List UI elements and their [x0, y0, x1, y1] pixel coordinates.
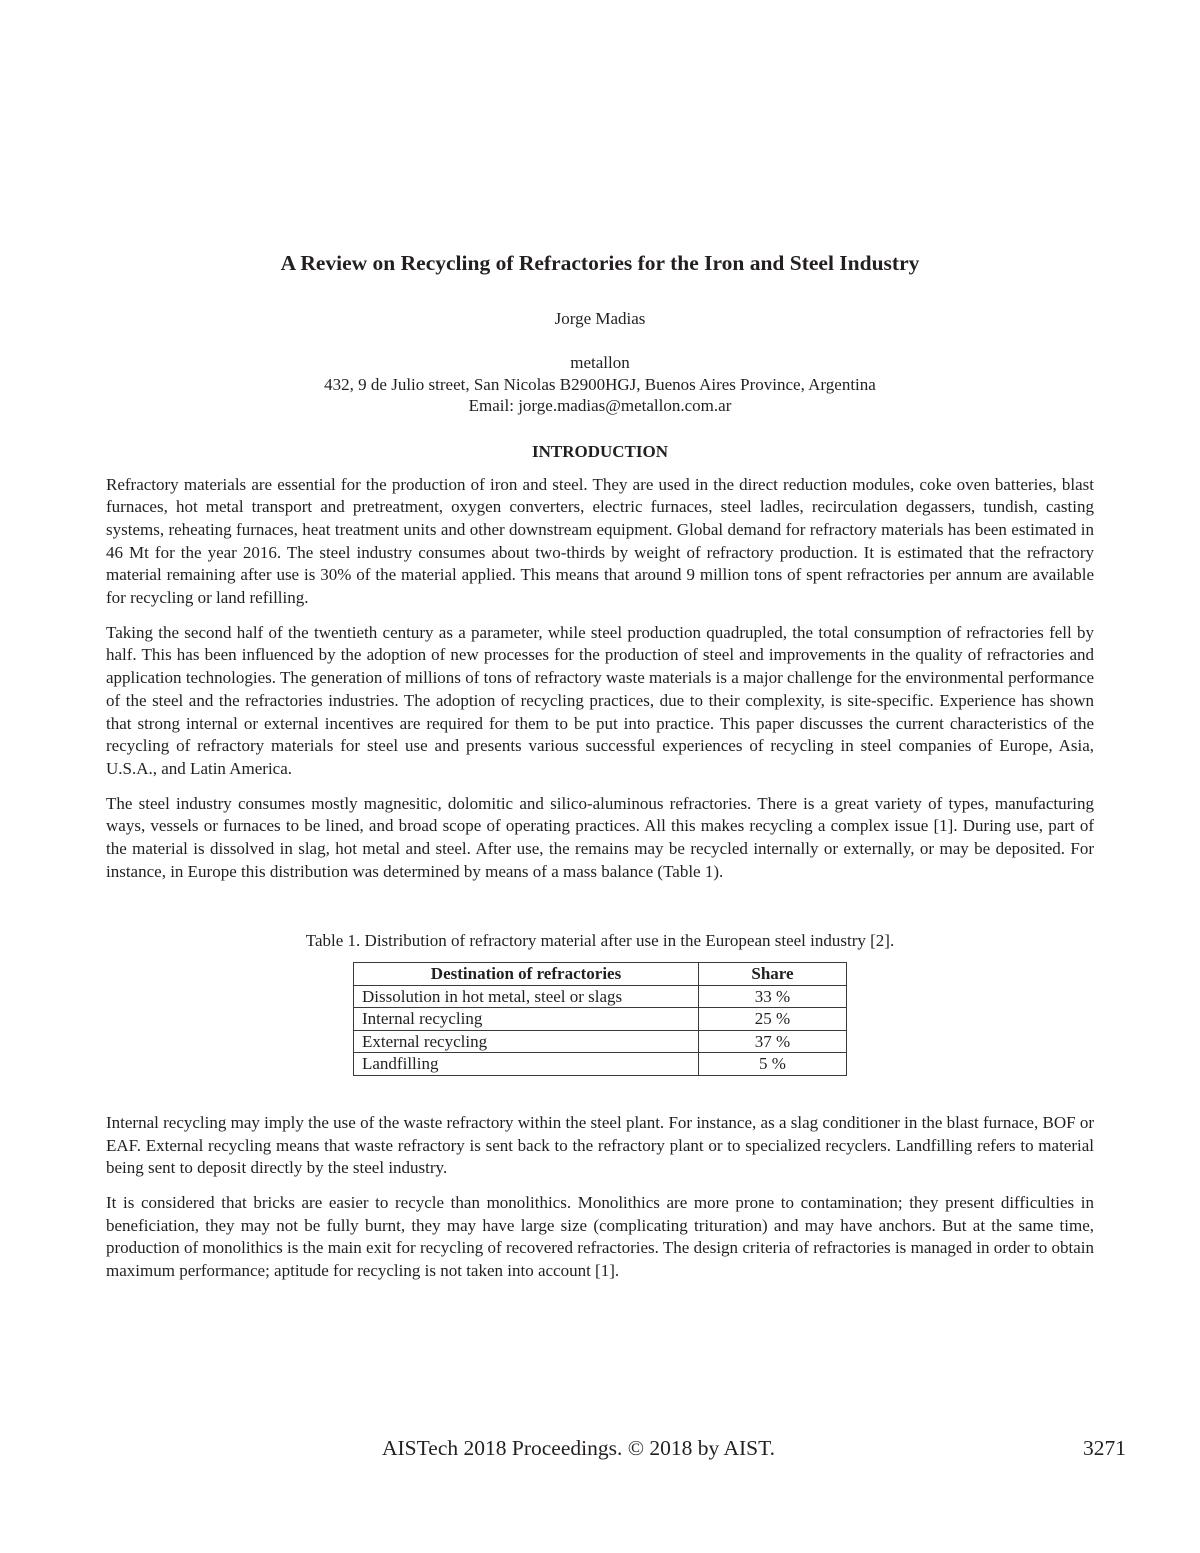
table-row [354, 1053, 847, 1076]
table-cell-destination: Landfilling [354, 1053, 699, 1076]
table-cell-destination: Dissolution in hot metal, steel or slags [354, 985, 699, 1008]
table-header-row [354, 963, 847, 986]
paragraph: The steel industry consumes mostly magnesitic, dolomitic and silico-aluminous refractories. There is a great variety of types, manufacturing ways, vessels or furnaces to be lined, and broad scope of operating practices. All this makes recycling a complex issue [1]. During use, part of the material is dissolved in slag, hot metal and steel. After use, the remains may be recycled internally or externally, or may be deposited. For instance, in Europe this distribution was determined by means of a mass balance (Table 1). [106, 793, 1094, 881]
section-heading-introduction: INTRODUCTION [531, 441, 669, 461]
table-header-share: Share [699, 963, 847, 986]
table-cell-destination: Internal recycling [354, 1008, 699, 1031]
affiliation-address: 432, 9 de Julio street, San Nicolas B2900HGJ, Buenos Aires Province, Argentina [324, 374, 876, 394]
table-row [354, 1030, 847, 1053]
affiliation-block [106, 352, 1094, 417]
affiliation-email: Email: jorge.madias@metallon.com.ar [468, 396, 732, 415]
author-name: Jorge Madias [554, 309, 646, 328]
paragraph: Internal recycling may imply the use of the waste refractory within the steel plant. For instance, as a slag conditioner in the blast furnace, BOF or EAF. External recycling means that waste refractory is sent back to the refractory plant or to specialized recyclers. Landfilling refers to material being sent to deposit directly by the steel industry. [106, 1112, 1094, 1178]
paragraph: Refractory materials are essential for the production of iron and steel. They are used in the direct reduction modules, coke oven batteries, blast furnaces, hot metal transport and pretreatment, oxygen converters, electric furnaces, steel ladles, recirculation degassers, tundish, casting systems, reheating furnaces, heat treatment units and other downstream equipment. Global demand for refractory materials has been estimated in 46 Mt for the year 2016. The steel industry consumes about two-thirds by weight of refractory production. It is estimated that the refractory material remaining after use is 30% of the material applied. This means that around 9 million tons of spent refractories per annum are available for recycling or land refilling. [106, 474, 1094, 608]
table-cell-share: 37 % [699, 1030, 847, 1053]
distribution-table [353, 962, 847, 1076]
table-cell-share: 25 % [699, 1008, 847, 1031]
table-cell-share: 5 % [699, 1053, 847, 1076]
affiliation-org: metallon [570, 353, 630, 372]
table-cell-destination: External recycling [354, 1030, 699, 1053]
table-cell-share: 33 % [699, 985, 847, 1008]
table-caption: Table 1. Distribution of refractory material after use in the European steel industry [2]. [305, 931, 895, 951]
paper-title: A Review on Recycling of Refractories for the Iron and Steel Industry [280, 251, 920, 275]
paragraph: Taking the second half of the twentieth century as a parameter, while steel production quadrupled, the total consumption of refractories fell by half. This has been influenced by the adoption of new processes for the production of steel and improvements in the quality of refractories and application technologies. The generation of millions of tons of refractory waste materials is a major challenge for the environmental performance of the steel and the refractories industries. The adoption of recycling practices, due to their complexity, is site-specific. Experience has shown that strong internal or external incentives are required for them to be put into practice. This paper discusses the current characteristics of the recycling of refractory materials for steel use and presents various successful experiences of recycling in steel companies of Europe, Asia, U.S.A., and Latin America. [106, 622, 1094, 778]
proceedings-notice: AISTech 2018 Proceedings. © 2018 by AIST. [382, 1436, 776, 1460]
page-number: 3271 [1083, 1436, 1126, 1460]
paper-page [106, 248, 1094, 1283]
table-header-destination: Destination of refractories [354, 963, 699, 986]
paragraph: It is considered that bricks are easier to recycle than monolithics. Monolithics are more prone to contamination; they present difficulties in beneficiation, they may not be fully burnt, they may have large size (complicating trituration) and may have anchors. But at the same time, production of monolithics is the main exit for recycling of recovered refractories. The design criteria of refractories is managed in order to obtain maximum performance; aptitude for recycling is not taken into account [1]. [106, 1193, 1094, 1281]
table-row [354, 985, 847, 1008]
table-row [354, 1008, 847, 1031]
